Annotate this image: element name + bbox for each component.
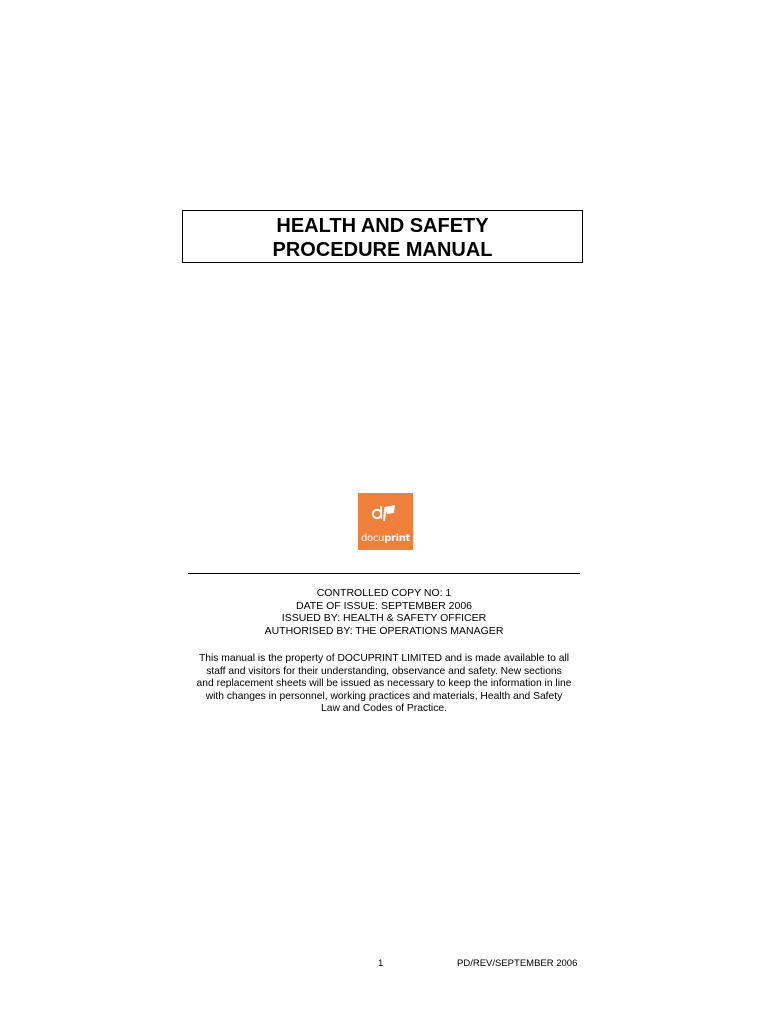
authorised-by-line: AUTHORISED BY: THE OPERATIONS MANAGER [264, 624, 504, 637]
issued-by-line: ISSUED BY: HEALTH & SAFETY OFFICER [281, 612, 487, 625]
logo-text-bold: print [384, 533, 411, 544]
title-line-2: PROCEDURE MANUAL [272, 239, 493, 261]
divider [188, 573, 580, 574]
logo-text-light: docu [360, 533, 385, 544]
dp-flag-logo-icon [358, 493, 413, 533]
document-control-info [188, 587, 580, 637]
notice-line: with changes in personnel, working practices and materials, Health and Safety [205, 690, 563, 702]
page-number: 1 [378, 958, 384, 969]
notice-line: Law and Codes of Practice. [321, 703, 447, 715]
notice-line: staff and visitors for their understanding, observance and safety. New sections [206, 665, 562, 677]
notice-line: This manual is the property of DOCUPRINT LIMITED and is made available to all [198, 653, 570, 664]
document-reference: PD/REV/SEPTEMBER 2006 [457, 958, 578, 969]
date-of-issue-line: DATE OF ISSUE: SEPTEMBER 2006 [295, 599, 473, 612]
title-box [182, 210, 583, 263]
controlled-copy-line: CONTROLLED COPY NO: 1 [316, 587, 452, 599]
notice-line: and replacement sheets will be issued as necessary to keep the information in line [196, 678, 572, 690]
title-line-1: HEALTH AND SAFETY [276, 215, 489, 237]
docuprint-logo [358, 493, 413, 550]
logo-wordmark [358, 533, 413, 545]
ownership-notice [186, 653, 582, 716]
